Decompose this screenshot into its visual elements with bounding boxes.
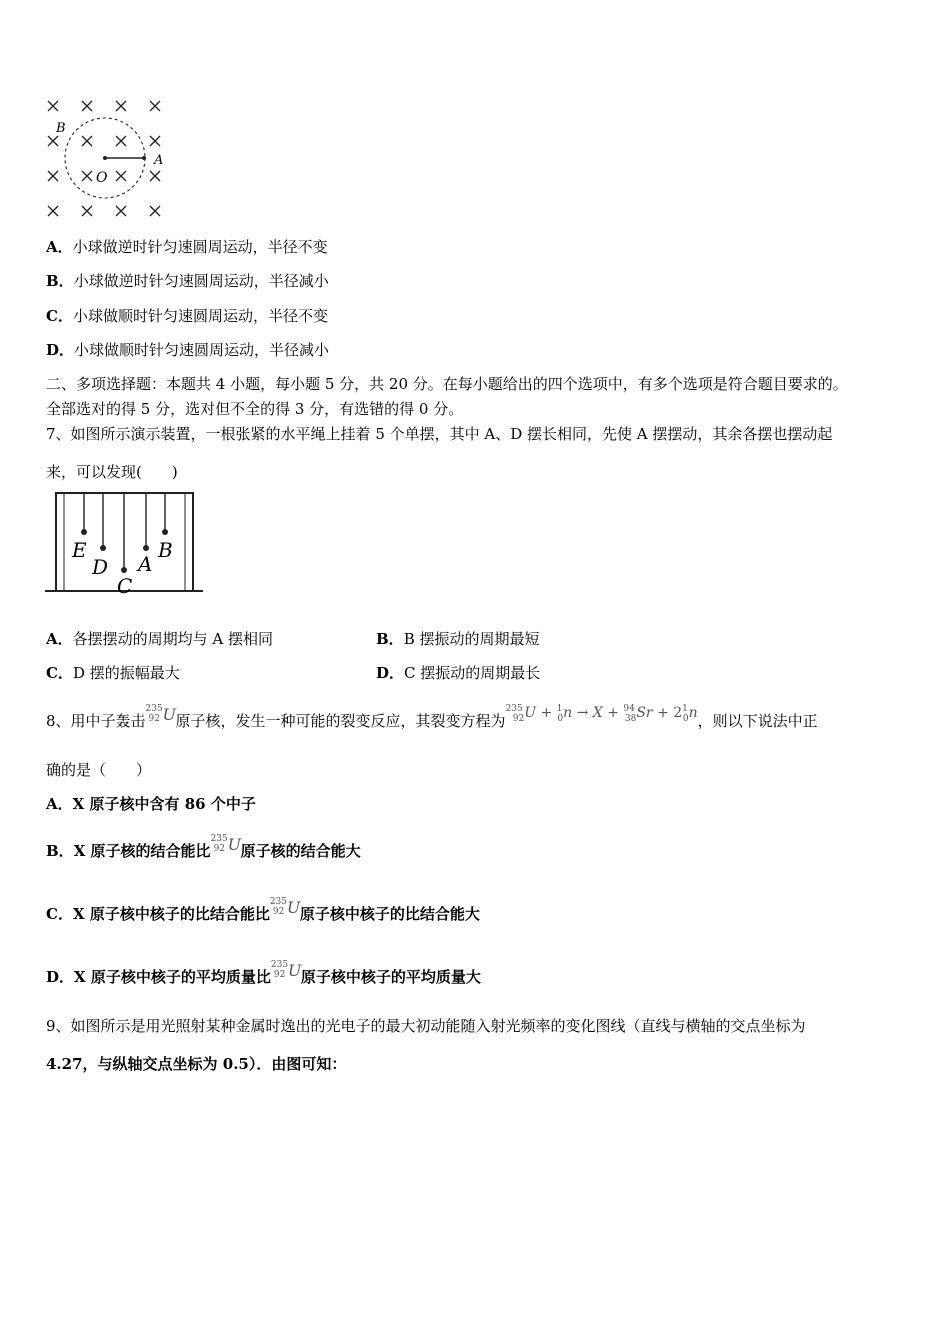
q7-stem-line1: 7、如图所示演示装置，一根张紧的水平绳上挂着 5 个单摆，其中 A、D 摆长相同，先使 A 摆摆动，其余各摆也摆动起: [46, 425, 833, 443]
q8-option-b: B．X 原子核的结合能比 235 92 U 原子核的结合能大: [46, 834, 361, 860]
pendulum-figure: [44, 488, 206, 596]
q7-option-b: B．B 摆振动的周期最短: [376, 630, 540, 648]
q8-option-c: C．X 原子核中核子的比结合能比 235 92 U 原子核中核子的比结合能大: [46, 897, 480, 923]
uranium-nuclide: 235 92 U: [210, 834, 242, 854]
label-a: A: [138, 552, 153, 576]
section2-heading: 二、多项选择题：本题共 4 小题，每小题 5 分，共 20 分。在每小题给出的四个选项中，有多个选项是符合题目要求的。: [46, 375, 848, 393]
q8-stem-line1: 8、用中子轰击 235 92 U 原子核，发生一种可能的裂变反应，其裂变方程为$^{235}_{92}U + ^1_0n \to X + ^{94}_{38}Sr + 2^1_0n$，则以下说法中正: [46, 704, 818, 730]
q8-option-a: A．X 原子核中含有 86 个中子: [46, 795, 256, 813]
q7-stem-line2: 来，可以发现( ): [46, 463, 178, 481]
fission-equation: $^{235}_{92}U + ^1_0n \to X + ^{94}_{38}Sr + 2^1_0n$: [505, 704, 698, 724]
q6-option-c: C．小球做顺时针匀速圆周运动，半径不变: [46, 307, 328, 325]
q8-option-d: D．X 原子核中核子的平均质量比 235 92 U 原子核中核子的平均质量大: [46, 960, 481, 986]
center-dot: [103, 156, 107, 160]
q6-option-a: A．小球做逆时针匀速圆周运动，半径不变: [46, 238, 328, 256]
uranium-nuclide: 235 92 U: [270, 960, 302, 980]
label-d: D: [92, 555, 109, 579]
label-a: A: [154, 153, 164, 168]
magnetic-field-figure: [44, 98, 172, 220]
q7-option-a: A．各摆摆动的周期均与 A 摆相同: [46, 630, 274, 648]
label-e: E: [72, 538, 87, 562]
q7-option-d: D．C 摆振动的周期最长: [376, 664, 541, 682]
section2-scoring: 全部选对的得 5 分，选对但不全的得 3 分，有选错的得 0 分。: [46, 400, 464, 418]
q8-stem-line2: 确的是（ ）: [46, 761, 152, 779]
label-c: C: [117, 574, 133, 596]
q9-stem-line1: 9、如图所示是用光照射某种金属时逸出的光电子的最大初动能随入射光频率的变化图线（直线与横轴的交点坐标为: [46, 1017, 806, 1035]
label-o: O: [96, 170, 108, 186]
q7-option-c: C．D 摆的振幅最大: [46, 664, 180, 682]
q6-option-d: D．小球做顺时针匀速圆周运动，半径减小: [46, 341, 330, 359]
uranium-nuclide: 235 92 U: [145, 704, 177, 724]
label-b: B: [158, 538, 173, 562]
label-b: B: [56, 121, 66, 136]
q6-option-b: B．小球做逆时针匀速圆周运动，半径减小: [46, 272, 329, 290]
ball-a: [142, 156, 146, 160]
uranium-nuclide: 235 92 U: [269, 897, 301, 917]
q9-stem-line2: 4.27，与纵轴交点坐标为 0.5）．由图可知：: [46, 1055, 347, 1073]
